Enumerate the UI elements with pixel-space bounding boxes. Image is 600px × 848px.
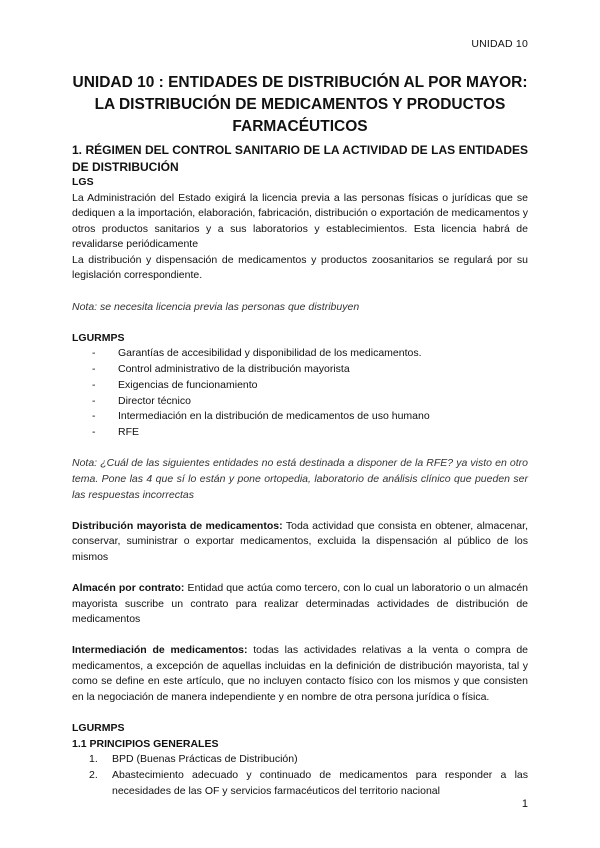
list-item: - Intermediación en la distribución de medicamentos de uso humano: [92, 410, 430, 423]
definition-almacen-contrato: Almacén por contrato: Entidad que actúa como tercero, con lo cual un laboratorio o un almacén mayorista suscribe un contrato para realizar determinadas actividades de distribución de medicamentos: [72, 582, 528, 626]
page-content: [72, 72, 528, 800]
list-item: 2. Abastecimiento adecuado y continuado de medicamentos para responder a las necesidades de las OF y servicios farmacéuticos del territorio nacional: [89, 768, 528, 797]
lgs-paragraph-1: La Administración del Estado exigirá la licencia previa a las personas físicas o jurídicas que se dediquen a la importación, elaboración, fabricación, distribución o exportación de medicamentos y otros productos sanitarios y a sus laboratorios y establecimientos. Esta licencia habrá de revalidarse periódicamente: [72, 191, 528, 251]
definition-intermediacion: Intermediación de medicamentos: todas las actividades relativas a la venta o compra de medicamentos, a excepción de aquellas incluidas en la definición de distribución mayorista, tal y como se define en este artículo, que no incluyen contacto físico con los mismos y que consisten en la negociación de manera independiente y en nombre de otra persona jurídica o física.: [72, 644, 529, 704]
principios-list: [72, 752, 528, 799]
section-heading-1-1: 1.1 PRINCIPIOS GENERALES: [72, 737, 219, 750]
lgs-label: LGS: [72, 176, 94, 188]
running-header: UNIDAD 10: [471, 38, 528, 50]
lgurmps-label-2: LGURMPS: [72, 722, 125, 735]
list-item: 1. BPD (Buenas Prácticas de Distribución): [89, 753, 298, 766]
lgurmps-list: [72, 346, 528, 441]
list-item: - Control administrativo de la distribución mayorista: [92, 362, 350, 375]
page-number: 1: [521, 798, 528, 810]
list-item: - RFE: [92, 426, 139, 439]
note-licencia: Nota: se necesita licencia previa las personas que distribuyen: [72, 300, 360, 313]
section-heading-1: 1. RÉGIMEN DEL CONTROL SANITARIO DE LA ACTIVIDAD DE LAS ENTIDADES DE DISTRIBUCIÓN: [72, 143, 528, 174]
list-item: - Exigencias de funcionamiento: [92, 378, 258, 391]
document-title: UNIDAD 10 : ENTIDADES DE DISTRIBUCIÓN AL POR MAYOR: LA DISTRIBUCIÓN DE MEDICAMENTOS Y PRODUCTOS FARMACÉUTICOS: [72, 74, 528, 135]
definition-distribucion-mayorista: Distribución mayorista de medicamentos: Toda actividad que consista en obtener, almacenar, conservar, suministrar o exportar medicamentos, excluida la dispensación al público de los mismos: [72, 519, 528, 563]
lgs-paragraph-2: La distribución y dispensación de medicamentos y productos zoosanitarios se regulará por su legislación correspondiente.: [72, 253, 528, 282]
note-rfe: Nota: ¿Cuál de las siguientes entidades no está destinada a disponer de la RFE? ya visto en otro tema. Pone las 4 que sí lo están y pone ortopedia, laboratorio de análisis clínico que pueden ser las respuestas incorrectas: [72, 457, 528, 501]
lgurmps-label: LGURMPS: [72, 331, 125, 344]
list-item: - Garantías de accesibilidad y disponibilidad de los medicamentos.: [92, 347, 422, 360]
list-item: - Director técnico: [92, 394, 191, 407]
